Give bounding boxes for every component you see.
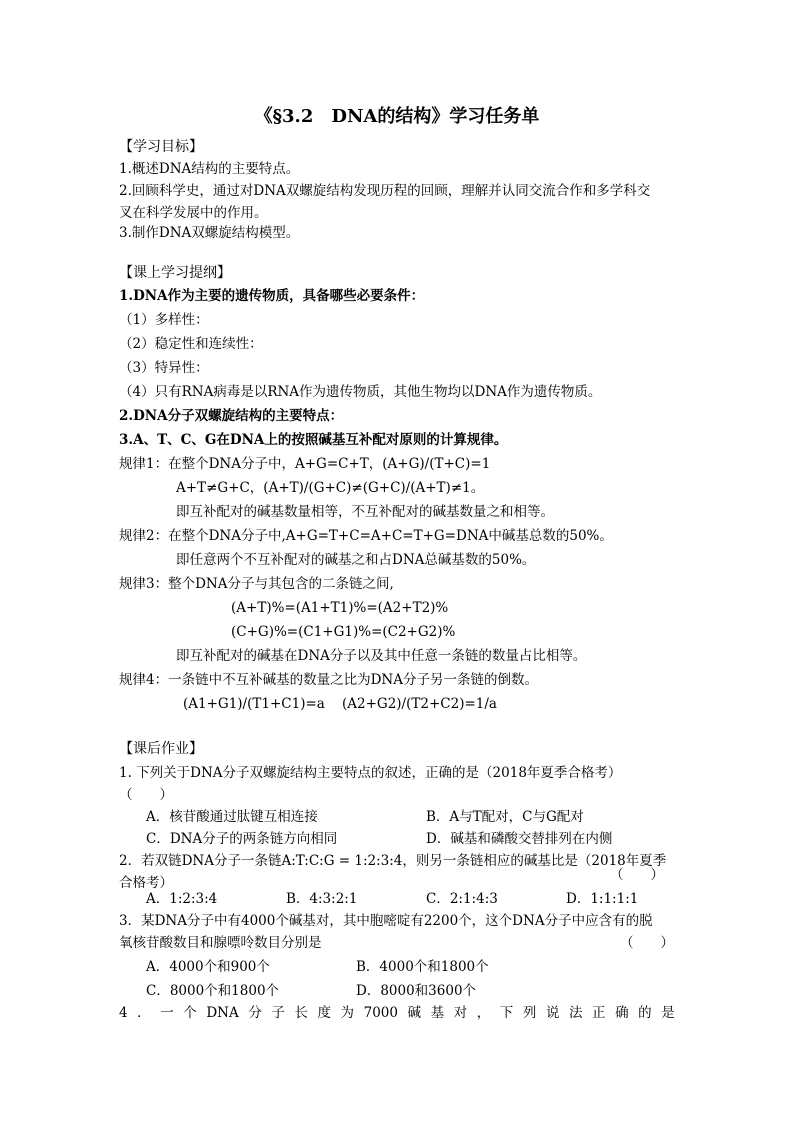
question-4-word: 说 xyxy=(545,1005,560,1021)
rule-line: 即互补配对的碱基数量相等，不互补配对的碱基数量之和相等。 xyxy=(176,504,554,520)
question-2-stem-continued: 合格考） xyxy=(119,875,173,891)
question-4-word: ， xyxy=(476,1005,491,1021)
question-2-option: D．1:1:1:1 xyxy=(566,891,639,907)
rule-line: 即任意两个不互补配对的碱基之和占DNA总碱基数的50%。 xyxy=(176,552,536,568)
page-title: 《§3.2 DNA的结构》学习任务单 xyxy=(254,106,540,127)
objective-item: 3.制作DNA双螺旋结构模型。 xyxy=(119,225,300,241)
objective-item: 2.回顾科学史，通过对DNA双螺旋结构发现历程的回顾，理解并认同交流合作和多学科交 xyxy=(119,183,651,199)
question-4-word: 的 xyxy=(638,1005,652,1021)
rule-line: 规律1：在整个DNA分子中，A+G=C+T，(A+G)/(T+C)=1 xyxy=(119,456,491,472)
rule-formula: (A+T)%=(A1+T1)%=(A2+T2)% xyxy=(231,600,449,616)
question-4-word: 正 xyxy=(592,1005,606,1021)
outline-item: （1）多样性： xyxy=(119,312,209,328)
question-3-option: D．8000和3600个 xyxy=(356,983,477,999)
outline-question-2: 2.DNA分子双螺旋结构的主要特点： xyxy=(119,408,344,424)
question-4-word: 4 xyxy=(119,1005,128,1021)
objectives-heading: 【学习目标】 xyxy=(119,139,203,155)
rule-line: A+T≠G+C，(A+T)/(G+C)≠(G+C)/(A+T)≠1。 xyxy=(176,480,485,496)
question-4-word: 是 xyxy=(661,1005,675,1021)
outline-heading: 【课上学习提纲】 xyxy=(119,265,231,281)
question-4-word: 下 xyxy=(499,1005,514,1021)
rule-line: 规律4：一条链中不互补碱基的数量之比为DNA分子另一条链的倒数。 xyxy=(119,672,538,688)
question-4-stem xyxy=(119,1002,675,1024)
objective-item: 叉在科学发展中的作用。 xyxy=(119,205,268,221)
answer-blank: （ ） xyxy=(610,867,664,883)
question-4-word: 列 xyxy=(522,1005,537,1021)
objective-item: 1.概述DNA结构的主要特点。 xyxy=(119,161,300,177)
question-2-option: C．2:1:4:3 xyxy=(426,891,498,907)
question-4-word: 长 xyxy=(294,1005,308,1021)
question-1-option: B．A与T配对，C与G配对 xyxy=(426,809,584,825)
question-1-stem: 1. 下列关于DNA分子双螺旋结构主要特点的叙述，正确的是（2018年夏季合格考） xyxy=(119,765,622,781)
answer-blank: （ ） xyxy=(620,935,674,951)
question-2-option: B．4:3:2:1 xyxy=(286,891,358,907)
rule-line: 即互补配对的碱基在DNA分子以及其中任意一条链的数量占比相等。 xyxy=(176,648,587,664)
question-1-option: A．核苷酸通过肽键互相连接 xyxy=(146,809,318,825)
rule-line: 规律2：在整个DNA分子中,A+G=T+C=A+C=T+G=DNA中碱基总数的50%。 xyxy=(119,528,613,544)
question-1-option: C．DNA分子的两条链方向相同 xyxy=(146,831,338,847)
outline-question-1: 1.DNA作为主要的遗传物质，具备哪些必要条件： xyxy=(119,288,425,304)
question-4-word: DNA xyxy=(206,1005,239,1021)
question-4-word: 度 xyxy=(317,1005,331,1021)
question-2-option: A．1:2:3:4 xyxy=(146,891,218,907)
question-4-word: 子 xyxy=(271,1005,285,1021)
question-1-option: D．碱基和磷酸交替排列在内侧 xyxy=(426,831,613,847)
question-4-word: 分 xyxy=(248,1005,262,1021)
question-4-word: ． xyxy=(137,1005,151,1021)
rule-formula: (A1+G1)/(T1+C1)=a xyxy=(183,696,325,712)
question-3-option: A．4000个和900个 xyxy=(146,959,270,975)
question-4-word: 一 xyxy=(160,1005,174,1021)
question-3-stem-continued: 氧核苷酸数目和腺嘌呤数目分别是 xyxy=(119,935,322,951)
question-4-word: 确 xyxy=(615,1005,629,1021)
question-4-word: 法 xyxy=(568,1005,583,1021)
answer-blank: （ ） xyxy=(119,787,173,803)
question-4-word: 基 xyxy=(430,1005,445,1021)
outline-question-3: 3.A、T、C、G在DNA上的按照碱基互补配对原则的计算规律。 xyxy=(119,432,508,448)
outline-item: （3）特异性： xyxy=(119,360,209,376)
rule-line: 规律3：整个DNA分子与其包含的二条链之间, xyxy=(119,576,394,592)
question-4-word: 对 xyxy=(453,1005,468,1021)
rule-formula: (A2+G2)/(T2+C2)=1/a xyxy=(342,696,497,712)
question-2-stem: 2．若双链DNA分子一条链A:T:C:G = 1:2:3:4，则另一条链相应的碱基比是（2018年夏季 xyxy=(119,853,667,869)
question-3-option: C．8000个和1800个 xyxy=(146,983,280,999)
question-4-word: 碱 xyxy=(407,1005,422,1021)
question-4-word: 7000 xyxy=(363,1005,398,1021)
rule-formula: (C+G)%=(C1+G1)%=(C2+G2)% xyxy=(231,624,456,640)
question-3-stem: 3．某DNA分子中有4000个碱基对，其中胞嘧啶有2200个，这个DNA分子中应含有的脱 xyxy=(119,913,653,929)
outline-item: （2）稳定性和连续性： xyxy=(119,336,263,352)
homework-heading: 【课后作业】 xyxy=(119,741,203,757)
question-4-word: 个 xyxy=(183,1005,197,1021)
question-4-word: 为 xyxy=(340,1005,355,1021)
outline-item: （4）只有RNA病毒是以RNA作为遗传物质，其他生物均以DNA作为遗传物质。 xyxy=(119,384,602,400)
question-3-option: B．4000个和1800个 xyxy=(356,959,489,975)
